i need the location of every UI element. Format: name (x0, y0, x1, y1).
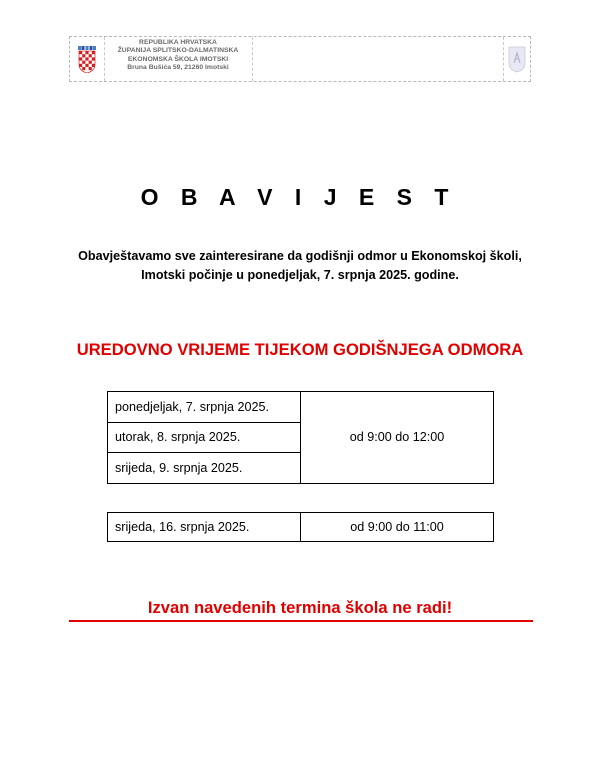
school-logo-icon (508, 45, 526, 73)
intro-paragraph (60, 247, 540, 285)
intro-line-1: Obavještavamo sve zainteresirane da godišnji odmor u Ekonomskoj školi, (78, 249, 522, 263)
croatian-coat-of-arms-icon (77, 46, 97, 73)
page-title: O B A V I J E S T (140, 184, 457, 210)
letterhead-line-school: EKONOMSKA ŠKOLA IMOTSKI (127, 55, 229, 63)
table-row (108, 392, 494, 423)
logo-cell (503, 37, 530, 81)
hours-cell: od 9:00 do 12:00 (301, 392, 494, 484)
letterhead-line-county: ŽUPANIJA SPLITSKO-DALMATINSKA (117, 47, 239, 55)
crest-cell (70, 37, 105, 81)
red-divider (69, 620, 533, 622)
letterhead (69, 36, 531, 82)
letterhead-line-address: Bruna Bušića 59, 21260 Imotski (127, 63, 229, 71)
schedule-heading: UREDOVNO VRIJEME TIJEKOM GODIŠNJEGA ODMORA (76, 340, 524, 359)
letterhead-text (104, 37, 253, 81)
letterhead-line-country: REPUBLIKA HRVATSKA (139, 39, 217, 46)
table-row (108, 513, 494, 542)
hours-cell: od 9:00 do 11:00 (301, 513, 494, 542)
day-cell: ponedjeljak, 7. srpnja 2025. (108, 392, 301, 423)
schedule-table-2 (107, 512, 494, 542)
day-cell: srijeda, 9. srpnja 2025. (108, 453, 301, 484)
day-cell: srijeda, 16. srpnja 2025. (108, 513, 301, 542)
schedule-table-1 (107, 391, 494, 484)
closing-notice: Izvan navedenih termina škola ne radi! (147, 598, 453, 617)
intro-line-2: Imotski počinje u ponedjeljak, 7. srpnja 2025. godine. (141, 268, 459, 282)
day-cell: utorak, 8. srpnja 2025. (108, 422, 301, 453)
